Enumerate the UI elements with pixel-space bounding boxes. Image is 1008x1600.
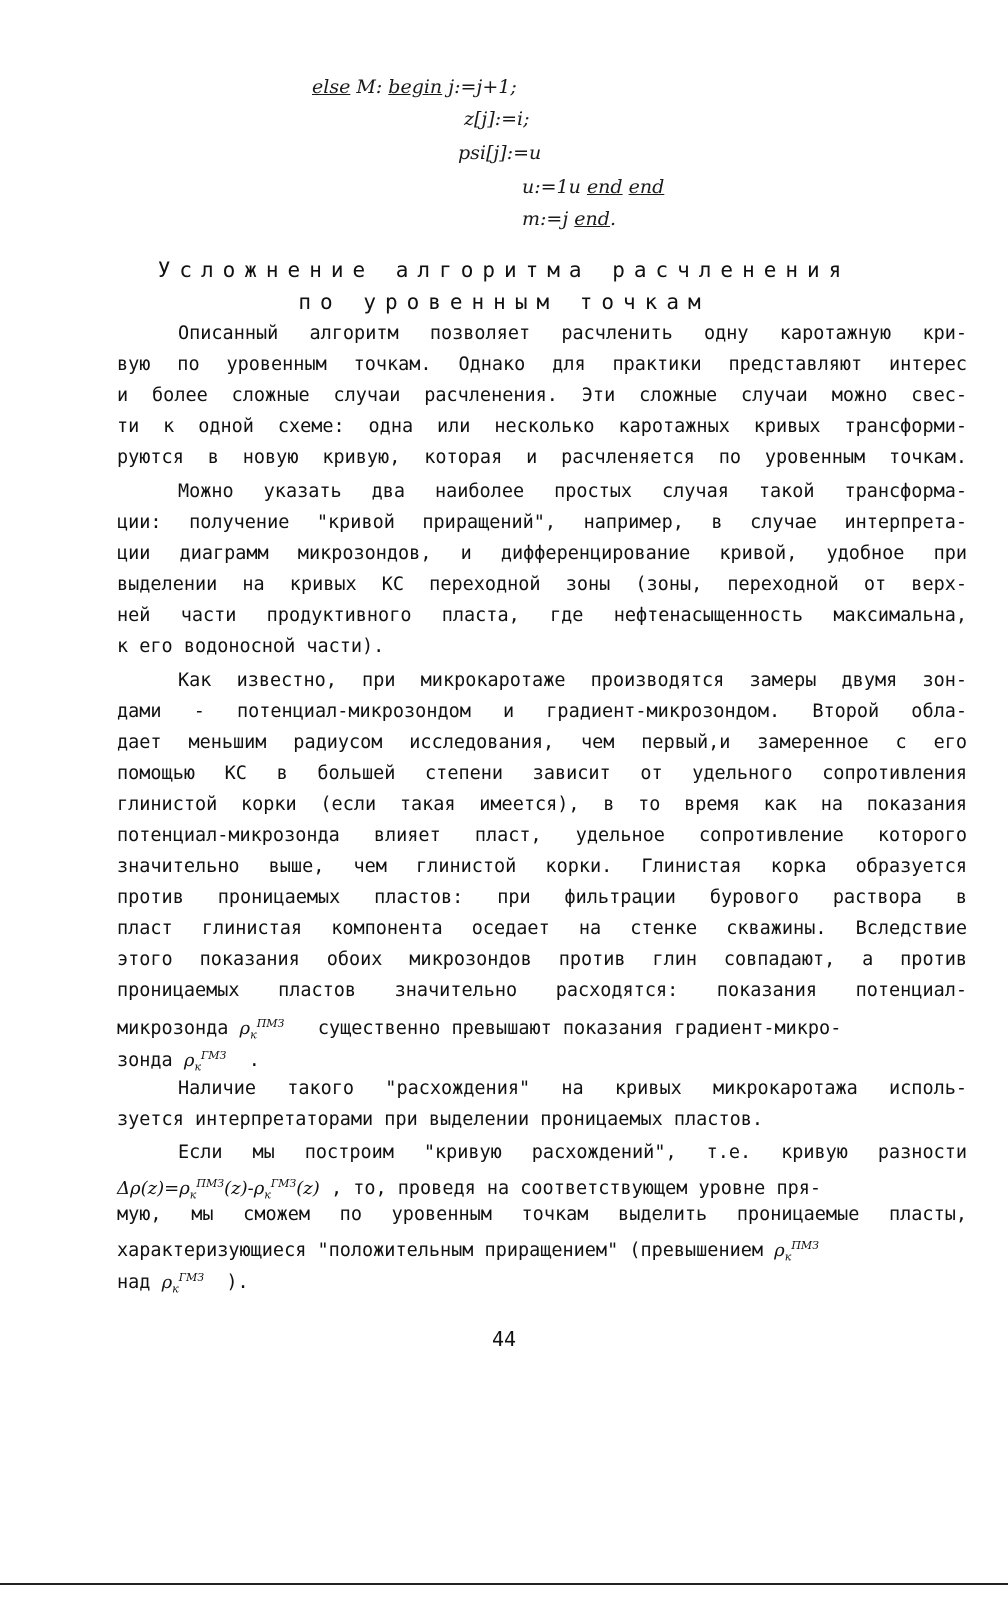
keyword-end: end — [628, 176, 665, 198]
rho-symbol: ρ — [774, 1240, 785, 1261]
keyword-else: else — [312, 76, 351, 98]
code-statement: u:=1u — [522, 176, 581, 198]
sup-pmz: ПМЗ — [196, 1177, 225, 1190]
code-line-1 — [312, 76, 517, 98]
text-line: проницаемых пластов значительно расходятся: показания потенциал- — [117, 980, 967, 1001]
text-line: Если мы построим "кривую расхождений", т.е. кривую разности — [178, 1142, 967, 1163]
text-fragment: . — [248, 1050, 260, 1071]
rho-symbol: ρ — [183, 1050, 195, 1071]
text-line: Как известно, при микрокаротаже производятся замеры двумя зон- — [178, 670, 967, 691]
sub-k: к — [172, 1282, 179, 1296]
sup-gmz: ГМЗ — [270, 1177, 297, 1190]
sup-gmz: ГМЗ — [178, 1271, 205, 1284]
text-line: к его водоносной части). — [117, 636, 385, 657]
text-line: глинистой корки (если такая имеется), в то время как на показания — [117, 794, 967, 815]
text-line: пласт глинистая компонента оседает на стенке скважины. Вследствие — [117, 918, 967, 939]
code-statement: j:=j+1; — [448, 76, 517, 98]
text-fragment: существенно превышают показания градиент-микро- — [317, 1018, 842, 1039]
keyword-end: end — [574, 208, 610, 230]
text-line: Наличие такого "расхождения" на кривых микрокаротажа исполь- — [178, 1078, 967, 1099]
sub-k: к — [250, 1028, 257, 1042]
text-line: помощью КС в большей степени зависит от удельного сопротивления — [117, 763, 967, 784]
sup-gmz: ГМЗ — [201, 1049, 227, 1062]
rho-gmz-symbol — [161, 1271, 205, 1296]
sup-pmz: ПМЗ — [791, 1239, 820, 1252]
text-line: дает меньшим радиусом исследования, чем первый,и замеренное с его — [117, 732, 967, 753]
text-line: Можно указать два наиболее простых случая такой трансформа- — [178, 481, 967, 502]
text-fragment: зонда — [117, 1050, 173, 1071]
bottom-divider — [0, 1583, 1008, 1585]
text-line: мую, мы сможем по уровенным точкам выделить проницаемые пласты, — [117, 1204, 967, 1225]
code-line-3: psi[j]:=u — [458, 142, 542, 164]
rho-symbol: ρ — [161, 1272, 173, 1293]
sub-k: к — [264, 1188, 271, 1202]
sup-pmz: ПМЗ — [256, 1017, 285, 1030]
text-line: значительно выше, чем глинистой корки. Глинистая корка образуется — [117, 856, 967, 877]
text-line-with-formula — [117, 1262, 967, 1305]
sub-k: к — [194, 1060, 202, 1074]
text-line: руются в новую кривую, которая и расчленяется по уровенным точкам. — [117, 447, 967, 468]
rho-pmz-symbol — [239, 1017, 285, 1042]
code-line-4 — [522, 176, 664, 198]
keyword-end: end — [586, 176, 623, 198]
text-line: Описанный алгоритм позволяет расчленить одну каротажную кри- — [178, 323, 967, 344]
section-heading-line-1: Усложнение алгоритма расчленения — [157, 258, 851, 282]
text-line: вую по уровенным точкам. Однако для практики представляют интерес — [117, 354, 967, 375]
formula-part: (z)-ρ — [224, 1178, 265, 1199]
text-fragment: характеризующиеся "положительным приращением" (превышением — [117, 1240, 764, 1261]
text-line: ней части продуктивного пласта, где нефтенасыщенность максимальна, — [117, 605, 967, 626]
difference-formula — [117, 1177, 320, 1202]
rho-pmz-symbol — [774, 1239, 820, 1264]
text-line: ции: получение "кривой приращений", например, в случае интерпрета- — [117, 512, 967, 533]
text-line: ции диаграмм микрозондов, и дифференцирование кривой, удобное при — [117, 543, 967, 564]
text-fragment: микрозонда — [117, 1018, 229, 1039]
text-fragment: над — [117, 1272, 151, 1293]
sub-k: к — [189, 1188, 197, 1202]
text-fragment: ). — [226, 1272, 249, 1293]
text-line: этого показания обоих микрозондов против глин совпадают, а против — [117, 949, 967, 970]
text-fragment: , то, проведя на соответствующем уровне пря- — [330, 1178, 822, 1199]
text-line: выделении на кривых КС переходной зоны (зоны, переходной от верх- — [117, 574, 967, 595]
code-line-5 — [522, 208, 616, 230]
rho-gmz-symbol — [183, 1049, 227, 1074]
keyword-begin: begin — [388, 76, 443, 98]
code-label: M: — [356, 76, 383, 98]
text-line: зуется интерпретаторами при выделении проницаемых пластов. — [117, 1109, 764, 1130]
text-line: дами - потенциал-микрозондом и градиент-микрозондом. Второй обла- — [117, 701, 967, 722]
section-heading-line-2: по уровенным точкам — [298, 290, 710, 314]
formula-part: Δρ(z)=ρ — [117, 1178, 190, 1199]
page-number: 44 — [491, 1327, 517, 1351]
rho-symbol: ρ — [239, 1018, 251, 1039]
text-line: ти к одной схеме: одна или несколько каротажных кривых трансформи- — [117, 416, 967, 437]
sub-k: к — [784, 1250, 792, 1264]
text-line: и более сложные случаи расчленения. Эти сложные случаи можно свес- — [117, 385, 967, 406]
code-dot: . — [609, 208, 616, 230]
text-line: против проницаемых пластов: при фильтрации бурового раствора в — [117, 887, 967, 908]
text-line: потенциал-микрозонда влияет пласт, удельное сопротивление которого — [117, 825, 967, 846]
code-statement: m:=j — [522, 208, 569, 230]
code-line-2: z[j]:=i; — [464, 108, 530, 130]
formula-part: (z) — [296, 1178, 320, 1199]
